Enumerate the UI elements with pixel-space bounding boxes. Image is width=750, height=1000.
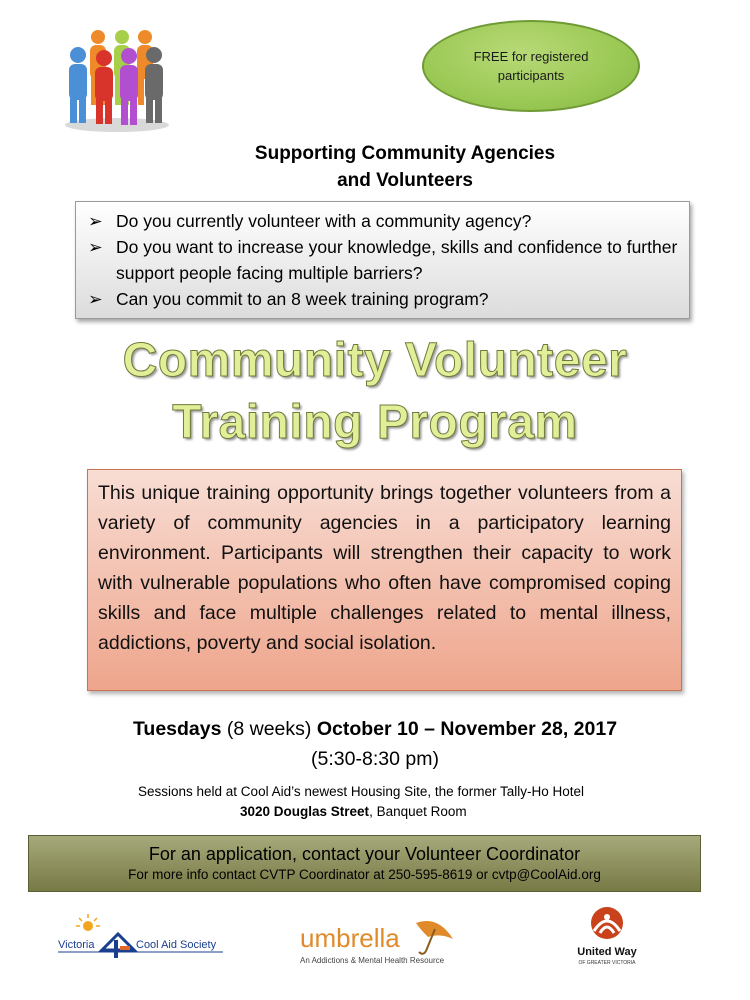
sun-icon: [76, 914, 100, 931]
coolaid-logo: [58, 912, 223, 962]
question-item: ➢ Do you currently volunteer with a community agency?: [88, 208, 679, 234]
umbrella-icon: [416, 921, 453, 954]
people-group-icon: [60, 25, 175, 135]
program-title-line2: Training Program: [172, 396, 578, 449]
umbrella-logo: [298, 915, 468, 970]
question-item: ➢ Do you want to increase your knowledge, skills and confidence to further support people facing multiple barriers?: [88, 234, 679, 286]
coolaid-logo-left: Victoria: [58, 939, 95, 951]
venue-room: , Banquet Room: [369, 804, 467, 819]
unitedway-logo-name: United Way: [577, 946, 637, 958]
coolaid-logo-right: Cool Aid Society: [136, 939, 217, 951]
unitedway-hand-icon: [591, 907, 623, 939]
house-icon: [102, 934, 134, 958]
description-box: This unique training opportunity brings together volunteers from a variety of community agencies in a participatory learning environment. Participants will strengthen their capacity to work with vulnerable populations who often have compromised coping skills and face multiple challenges related to mental illness, addictions, poverty and social isolation.: [87, 469, 682, 691]
question-item: ➢ Can you commit to an 8 week training program?: [88, 286, 679, 312]
schedule: [0, 714, 750, 774]
schedule-time: (5:30-8:30 pm): [311, 748, 439, 770]
umbrella-logo-tagline: An Addictions & Mental Health Resource: [300, 956, 445, 965]
schedule-range: October 10 – November 28, 2017: [316, 718, 618, 740]
headline-line2: and Volunteers: [337, 170, 473, 191]
contact-line2: For more info contact CVTP Coordinator at 250-595-8619 or cvtp@CoolAid.org: [128, 867, 601, 882]
venue-street: 3020 Douglas Street: [240, 804, 370, 819]
questions-box: [75, 201, 690, 319]
program-title: [0, 330, 750, 454]
umbrella-logo-name: umbrella: [300, 923, 400, 953]
arrow-bullet-icon: ➢: [88, 289, 103, 309]
arrow-bullet-icon: ➢: [88, 211, 103, 231]
headline: [200, 140, 610, 194]
free-badge-text: FREE for registered participants: [473, 49, 589, 83]
unitedway-logo: [572, 905, 642, 970]
program-title-line1: Community Volunteer: [122, 334, 628, 387]
venue: [138, 782, 658, 822]
arrow-bullet-icon: ➢: [88, 237, 103, 257]
contact-bar: [28, 835, 701, 892]
schedule-duration: (8 weeks): [221, 718, 317, 740]
unitedway-logo-sub: OF GREATER VICTORIA: [578, 960, 636, 966]
schedule-day: Tuesdays: [132, 718, 222, 740]
contact-line1: For an application, contact your Volunteer Coordinator: [148, 844, 581, 864]
free-badge: [422, 20, 640, 112]
headline-line1: Supporting Community Agencies: [254, 143, 556, 164]
venue-line1: Sessions held at Cool Aid’s newest Housing Site, the former Tally-Ho Hotel: [138, 784, 584, 799]
